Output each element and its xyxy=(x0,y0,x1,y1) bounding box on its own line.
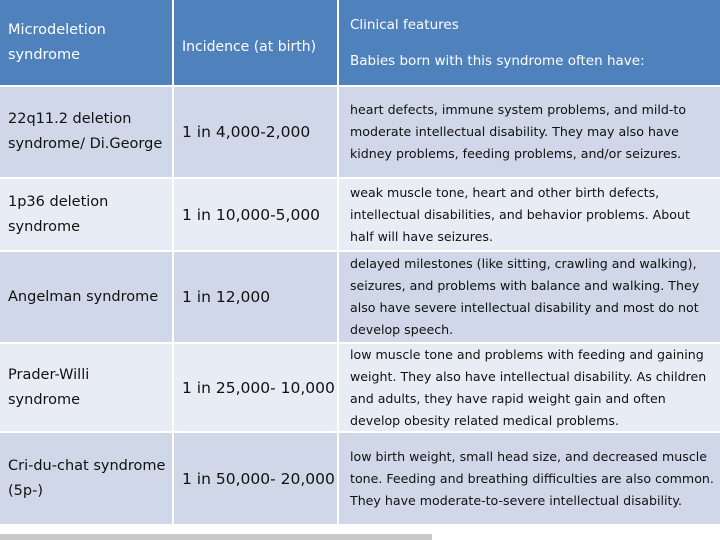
header-incidence xyxy=(174,0,337,85)
header-incidence-label: Incidence (at birth) xyxy=(182,38,317,55)
table-row-2-syndrome xyxy=(0,179,172,250)
table-row-4-features xyxy=(339,344,720,431)
syndrome-name: Angelman syndrome xyxy=(8,288,159,305)
incidence-value: 1 in 25,000- 10,000 xyxy=(182,378,335,397)
incidence-value: 1 in 12,000 xyxy=(182,288,271,306)
clinical-features-text: heart defects, immune system problems, and mild-to moderate intellectual disability. They may also have kidney problems, feeding problems, and/or seizures. xyxy=(350,102,687,161)
table-row-1-features xyxy=(339,87,720,177)
table-row-5-syndrome xyxy=(0,433,172,524)
syndrome-name: 22q11.2 deletion syndrome/ Di.George xyxy=(8,111,163,152)
table-row-1-incidence xyxy=(174,87,337,177)
table-row-2-features xyxy=(339,179,720,250)
syndrome-name: Cri-du-chat syndrome (5p-) xyxy=(8,457,166,499)
clinical-features-text: weak muscle tone, heart and other birth defects, intellectual disabilities, and behavior problems. About half will have seizures. xyxy=(350,184,690,244)
header-clinical-features xyxy=(339,0,720,85)
table-row-4-incidence xyxy=(174,344,337,431)
clinical-features-text: low muscle tone and problems with feeding and gaining weight. They also have intellectual disability. As children and adults, they have rapid weight gain and often develop obesity related medical problems. xyxy=(350,346,707,428)
incidence-value: 1 in 10,000-5,000 xyxy=(182,205,321,224)
syndrome-name: Prader-Willi syndrome xyxy=(8,366,90,408)
table-row-5-features xyxy=(339,433,720,524)
header-features-subtitle: Babies born with this syndrome often have: xyxy=(350,52,645,69)
clinical-features-text: low birth weight, small head size, and decreased muscle tone. Feeding and breathing difficulties are also common. They have moderate-to-severe intellectual disability. xyxy=(350,448,714,508)
incidence-value: 1 in 4,000-2,000 xyxy=(182,123,311,141)
table-row-1-syndrome xyxy=(0,87,172,177)
table-row-3-incidence xyxy=(174,252,337,342)
table-row-2-incidence xyxy=(174,179,337,250)
header-features-title: Clinical features xyxy=(350,16,459,33)
clinical-features-text: delayed milestones (like sitting, crawling and walking), seizures, and problems with balance and walking. They also have severe intellectual disability and most do not develop speech. xyxy=(350,256,700,337)
header-syndrome xyxy=(0,0,172,85)
bottom-shadow-bar xyxy=(0,534,432,540)
table-row-3-syndrome xyxy=(0,252,172,342)
table-row-5-incidence xyxy=(174,433,337,524)
incidence-value: 1 in 50,000- 20,000 xyxy=(182,469,335,488)
table-row-3-features xyxy=(339,252,720,342)
table-row-4-syndrome xyxy=(0,344,172,431)
header-syndrome-label: Microdeletion syndrome xyxy=(8,21,106,63)
syndrome-name: 1p36 deletion syndrome xyxy=(8,193,109,235)
